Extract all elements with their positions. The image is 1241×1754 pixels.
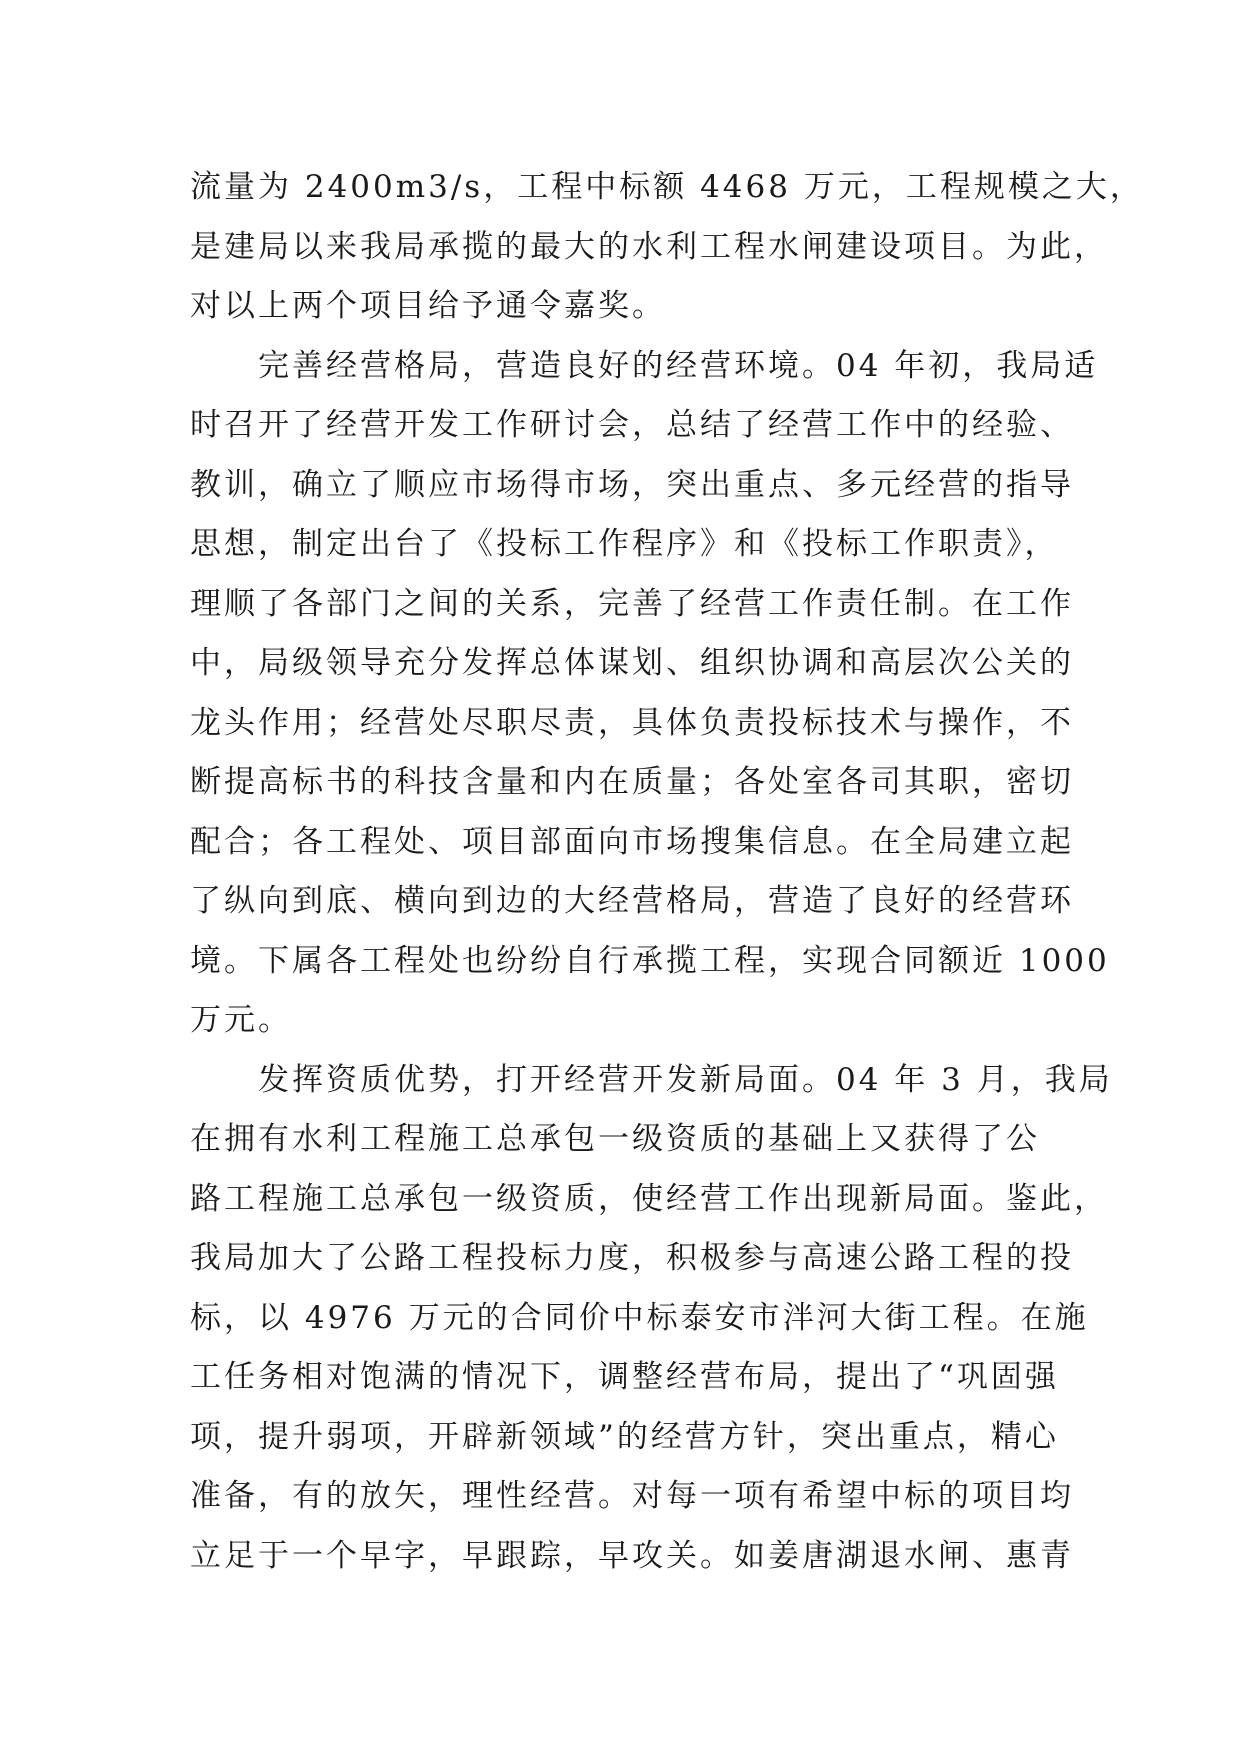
- text-line: 准备，有的放矢，理性经营。对每一项有希望中标的项目均: [190, 1478, 1074, 1514]
- text-line: 流量为 2400m3/s，工程中标额 4468 万元，工程规模之大，: [190, 169, 1144, 205]
- text-line: 境。下属各工程处也纷纷自行承揽工程，实现合同额近 1000: [190, 942, 1110, 979]
- text-line: 在拥有水利工程施工总承包一级资质的基础上又获得了公: [190, 1121, 1040, 1157]
- text-line: 项，提升弱项，开辟新领域”的经营方针，突出重点，精心: [190, 1418, 1059, 1455]
- text-line: 了纵向到底、横向到边的大经营格局，营造了良好的经营环: [190, 883, 1074, 919]
- text-line: 立足于一个早字，早跟踪，早攻关。如姜唐湖退水闸、惠青: [190, 1537, 1074, 1574]
- text-line: 思想，制定出台了《投标工作程序》和《投标工作职责》，: [190, 526, 1059, 562]
- text-line: 万元。: [190, 1002, 292, 1038]
- body-text: [190, 158, 1144, 1586]
- text-line: 时召开了经营开发工作研讨会，总结了经营工作中的经验、: [190, 407, 1074, 443]
- text-line: 发挥资质优势，打开经营开发新局面。04 年 3 月，我局: [190, 1061, 1113, 1098]
- text-line: 路工程施工总承包一级资质，使经营工作出现新局面。鉴此，: [190, 1180, 1108, 1217]
- text-line: 我局加大了公路工程投标力度，积极参与高速公路工程的投: [190, 1240, 1074, 1276]
- text-line: 配合；各工程处、项目部面向市场搜集信息。在全局建立起: [190, 823, 1074, 860]
- text-line: 标，以 4976 万元的合同价中标泰安市泮河大街工程。在施: [190, 1299, 1089, 1336]
- text-line: 断提高标书的科技含量和内在质量；各处室各司其职，密切: [190, 764, 1074, 800]
- text-line: 是建局以来我局承揽的最大的水利工程水闸建设项目。为此，: [190, 228, 1108, 265]
- text-line: 理顺了各部门之间的关系，完善了经营工作责任制。在工作: [190, 585, 1074, 622]
- text-line: 龙头作用；经营处尽职尽责，具体负责投标技术与操作，不: [190, 704, 1074, 741]
- text-line: 中，局级领导充分发挥总体谋划、组织协调和高层次公关的: [190, 645, 1074, 681]
- text-line: 工任务相对饱满的情况下，调整经营布局，提出了“巩固强: [190, 1359, 1059, 1395]
- text-line: 完善经营格局，营造良好的经营环境。04 年初，我局适: [190, 347, 1099, 384]
- text-line: 对以上两个项目给予通令嘉奖。: [190, 288, 666, 324]
- text-line: 教训，确立了顺应市场得市场，突出重点、多元经营的指导: [190, 466, 1074, 503]
